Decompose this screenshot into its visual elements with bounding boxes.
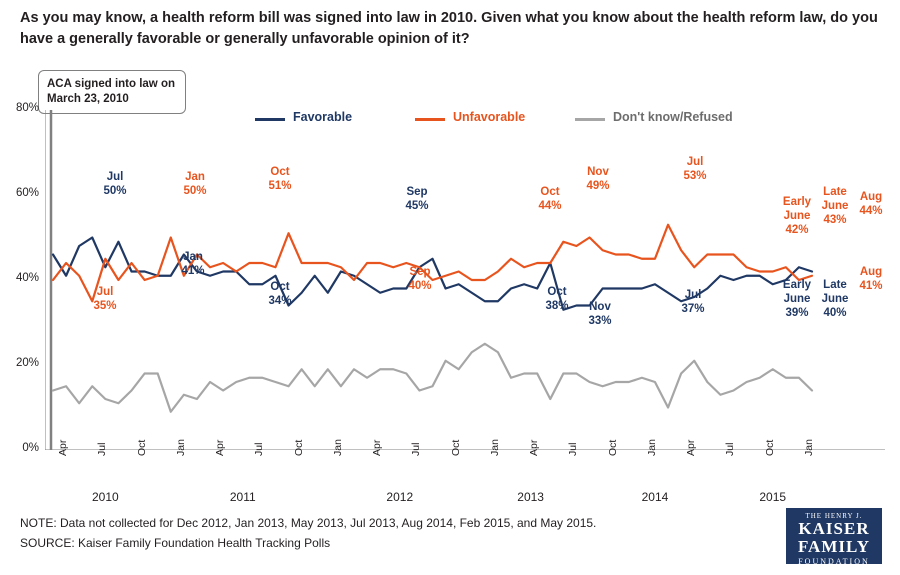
x-axis-tick: Oct bbox=[292, 439, 305, 456]
x-axis-tick: Jul bbox=[253, 442, 266, 456]
data-label-line: Oct bbox=[547, 286, 567, 298]
x-axis-tick: Oct bbox=[135, 439, 148, 456]
data-label-line: 50% bbox=[103, 185, 127, 198]
y-axis-tick: 60% bbox=[15, 187, 39, 199]
data-label-line: 44% bbox=[859, 205, 883, 218]
x-axis-tick: Oct bbox=[763, 439, 776, 456]
data-label bbox=[169, 250, 217, 278]
x-axis-tick: Jan bbox=[802, 439, 815, 456]
data-label-line: June bbox=[783, 293, 811, 306]
y-axis-tick: 20% bbox=[15, 357, 39, 369]
data-label-line: June bbox=[821, 293, 849, 306]
year-label: 2014 bbox=[641, 490, 669, 504]
x-axis-tick: Apr bbox=[528, 439, 541, 456]
legend-label-unfavorable: Unfavorable bbox=[453, 110, 526, 124]
aca-signed-callout: ACA signed into law on March 23, 2010 bbox=[38, 70, 186, 114]
data-label-line: Jul bbox=[96, 286, 114, 298]
data-label-line: 41% bbox=[859, 280, 883, 293]
x-axis-tick: Jan bbox=[331, 439, 344, 456]
x-axis-tick: Jul bbox=[410, 442, 423, 456]
x-axis-tick: Jul bbox=[567, 442, 580, 456]
data-label-line: Jul bbox=[106, 171, 124, 183]
x-axis-tick: Apr bbox=[371, 439, 384, 456]
data-label bbox=[847, 265, 895, 293]
data-label bbox=[256, 280, 304, 308]
x-axis-tick: Jan bbox=[488, 439, 501, 456]
data-label-line: Nov bbox=[587, 166, 609, 178]
data-label-line: 42% bbox=[785, 224, 809, 237]
x-axis-tick: Jan bbox=[645, 439, 658, 456]
year-label: 2011 bbox=[229, 490, 256, 504]
x-axis-tick: Apr bbox=[214, 439, 227, 456]
data-label-line: Early bbox=[782, 279, 812, 291]
data-label-line: 44% bbox=[538, 200, 562, 213]
page-title: As you may know, a health reform bill was signed into law in 2010. Given what you know about the health reform law, do you have a generally favorable or generally unfavorable opinion of it? bbox=[20, 10, 878, 48]
data-label-line: 40% bbox=[408, 280, 432, 293]
series-line-don-t-know-refused bbox=[53, 344, 812, 412]
year-label: 2015 bbox=[759, 490, 787, 504]
logo-line-3: FAMILY bbox=[797, 536, 871, 556]
note-text: NOTE: Data not collected for Dec 2012, Jan 2013, May 2013, Jul 2013, Aug 2014, Feb 2015, and May 2015. bbox=[20, 516, 597, 530]
logo-line-1: THE HENRY J. bbox=[805, 512, 863, 520]
x-axis-tick: Apr bbox=[685, 439, 698, 456]
data-label-line: 53% bbox=[683, 170, 707, 183]
data-label-line: 50% bbox=[183, 185, 207, 198]
data-label-line: Early bbox=[782, 196, 812, 208]
data-label bbox=[91, 170, 139, 198]
data-label-line: June bbox=[821, 200, 849, 213]
data-label-line: 37% bbox=[681, 303, 705, 316]
y-axis-tick: 80% bbox=[15, 102, 39, 114]
data-label-line: Late bbox=[823, 186, 847, 198]
data-label-line: 34% bbox=[268, 295, 292, 308]
year-label: 2012 bbox=[386, 490, 414, 504]
data-label-line: Jan bbox=[183, 251, 203, 263]
chart-canvas bbox=[45, 110, 885, 450]
data-label bbox=[671, 155, 719, 183]
data-label-line: Aug bbox=[859, 191, 883, 203]
x-axis-tick: Apr bbox=[57, 439, 69, 456]
data-label bbox=[171, 170, 219, 198]
data-label-line: Aug bbox=[859, 266, 883, 278]
data-label bbox=[576, 300, 624, 328]
data-label-line: 40% bbox=[823, 307, 847, 320]
data-label-line: 43% bbox=[823, 214, 847, 227]
y-axis-tick: 0% bbox=[22, 442, 39, 454]
x-axis-tick: Jul bbox=[724, 442, 737, 456]
data-label-line: 35% bbox=[93, 300, 117, 313]
data-label bbox=[256, 165, 304, 193]
data-label bbox=[393, 185, 441, 213]
data-label-line: 33% bbox=[588, 315, 612, 328]
data-label bbox=[396, 265, 444, 293]
x-axis-tick: Oct bbox=[606, 439, 619, 456]
data-label-line: Jul bbox=[684, 289, 702, 301]
x-axis-tick: Jul bbox=[96, 442, 109, 456]
data-label-line: Jul bbox=[686, 156, 704, 168]
year-label: 2010 bbox=[91, 490, 119, 504]
data-label-line: June bbox=[783, 210, 811, 223]
line-chart bbox=[15, 102, 885, 456]
data-label bbox=[669, 288, 717, 316]
data-label-line: Nov bbox=[589, 301, 611, 313]
data-label bbox=[533, 285, 581, 313]
year-label: 2013 bbox=[517, 490, 544, 504]
kff-logo bbox=[786, 508, 882, 564]
logo-line-4: FOUNDATION bbox=[798, 556, 870, 566]
logo-line-2: KAISER bbox=[798, 519, 870, 538]
data-label-line: 38% bbox=[545, 300, 569, 313]
data-label-line: 45% bbox=[405, 200, 429, 213]
data-label-line: 41% bbox=[181, 265, 205, 278]
legend-label-dontknow: Don't know/Refused bbox=[613, 110, 733, 124]
x-axis-tick: Jan bbox=[174, 439, 187, 456]
data-label bbox=[81, 285, 129, 313]
y-axis-tick: 40% bbox=[15, 272, 39, 284]
source-text: SOURCE: Kaiser Family Foundation Health Tracking Polls bbox=[20, 536, 331, 550]
data-label-line: Oct bbox=[270, 281, 290, 293]
data-label-line: 51% bbox=[268, 180, 292, 193]
data-label bbox=[847, 190, 895, 218]
data-label-line: Oct bbox=[270, 166, 290, 178]
data-label-line: Oct bbox=[540, 186, 560, 198]
data-label-line: 39% bbox=[785, 307, 809, 320]
data-label-line: 49% bbox=[586, 180, 610, 193]
data-label bbox=[574, 165, 622, 193]
data-label-line: Jan bbox=[185, 171, 205, 183]
legend-label-favorable: Favorable bbox=[293, 110, 353, 124]
data-label-line: Late bbox=[823, 279, 847, 291]
data-label bbox=[526, 185, 574, 213]
data-label-line: Sep bbox=[409, 266, 431, 278]
x-axis-tick: Oct bbox=[449, 439, 462, 456]
data-label-line: Sep bbox=[406, 186, 428, 198]
